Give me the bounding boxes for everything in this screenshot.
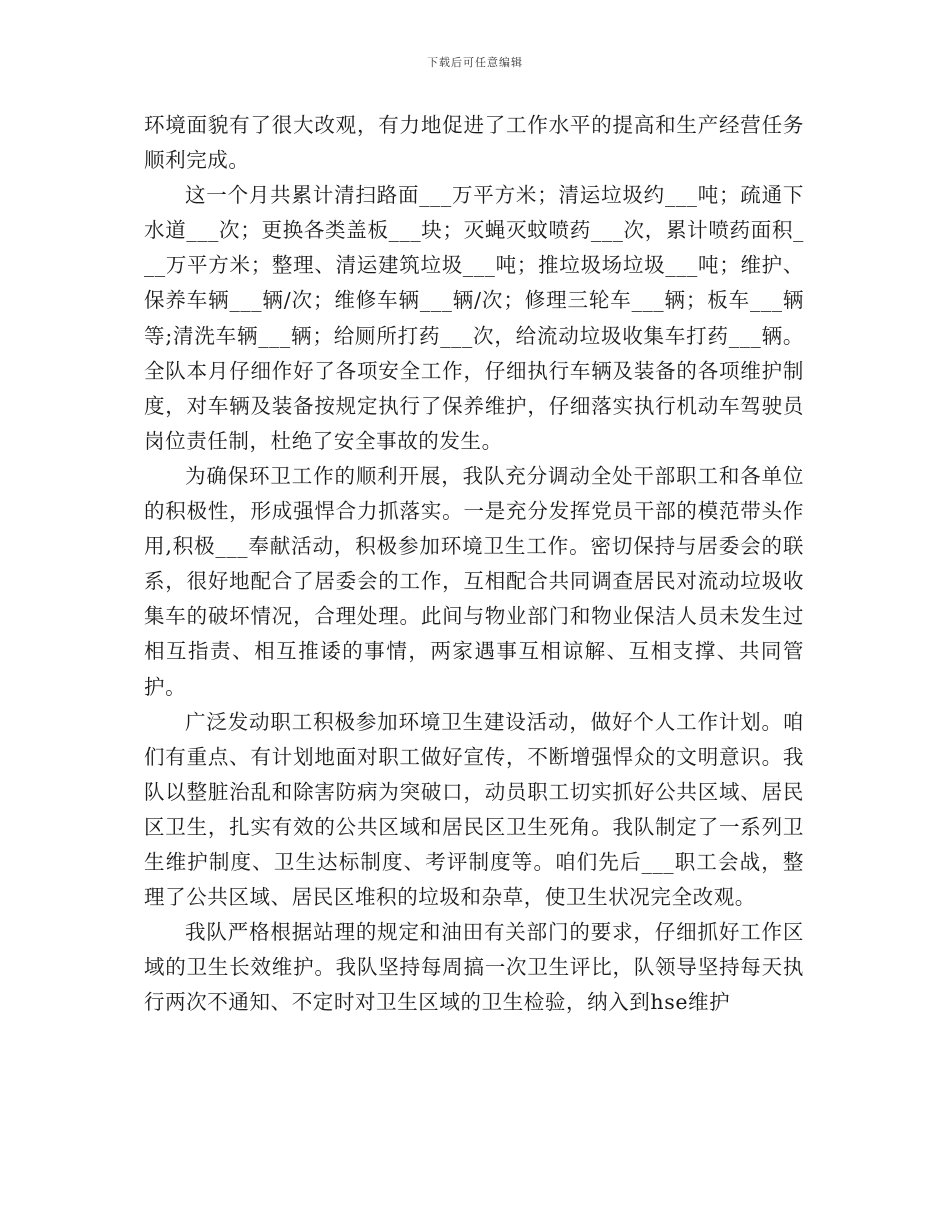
paragraph-2: 这一个月共累计清扫路面___万平方米；清运垃圾约___吨；疏通下水道___次；更换各类盖板___块；灭蝇灭蚊喷药___次，累计喷药面积___万平方米；整理、清运建筑垃圾___吨；推垃圾场垃圾___吨；维护、保养车辆___辆/次；维修车辆___辆/次；修理三轮车___辆；板车___辆等;清洗车辆___辆；给厕所打药___次，给流动垃圾收集车打药___辆。全队本月仔细作好了各项安全工作，仔细执行车辆及装备的各项维护制度，对车辆及装备按规定执行了保养维护，仔细落实执行机动车驾驶员岗位责任制，杜绝了安全事故的发生。 — [144, 183, 804, 453]
paragraph-4: 广泛发动职工积极参加环境卫生建设活动，做好个人工作计划。咱们有重点、有计划地面对职工做好宣传，不断增强悍众的文明意识。我队以整脏治乱和除害防病为突破口，动员职工切实抓好公共区域、居民区卫生，扎实有效的公共区域和居民区卫生死角。我队制定了一系列卫生维护制度、卫生达标制度、考评制度等。咱们先后___职工会战，整理了公共区域、居民区堆积的垃圾和杂草，使卫生状况完全改观。 — [144, 709, 804, 910]
document-body — [144, 108, 804, 1020]
paragraph-1: 环境面貌有了很大改观，有力地促进了工作水平的提高和生产经营任务顺利完成。 — [144, 113, 804, 173]
paragraph-3: 为确保环卫工作的顺利开展，我队充分调动全处干部职工和各单位的积极性，形成强悍合力抓落实。一是充分发挥党员干部的模范带头作用,积极___奉献活动，积极参加环境卫生工作。密切保持与居委会的联系，很好地配合了居委会的工作，互相配合共同调查居民对流动垃圾收集车的破坏情况，合理处理。此间与物业部门和物业保洁人员未发生过相互指责、相互推诿的事情，两家遇事互相谅解、互相支撑、共同管护。 — [144, 463, 804, 699]
paragraph-5: 我队严格根据站理的规定和油田有关部门的要求，仔细抓好工作区域的卫生长效维护。我队坚持每周搞一次卫生评比，队领导坚持每天执行两次不通知、不定时对卫生区域的卫生检验，纳入到hse维护 — [144, 920, 804, 1015]
page-header: 下载后可任意编辑 — [427, 56, 523, 69]
